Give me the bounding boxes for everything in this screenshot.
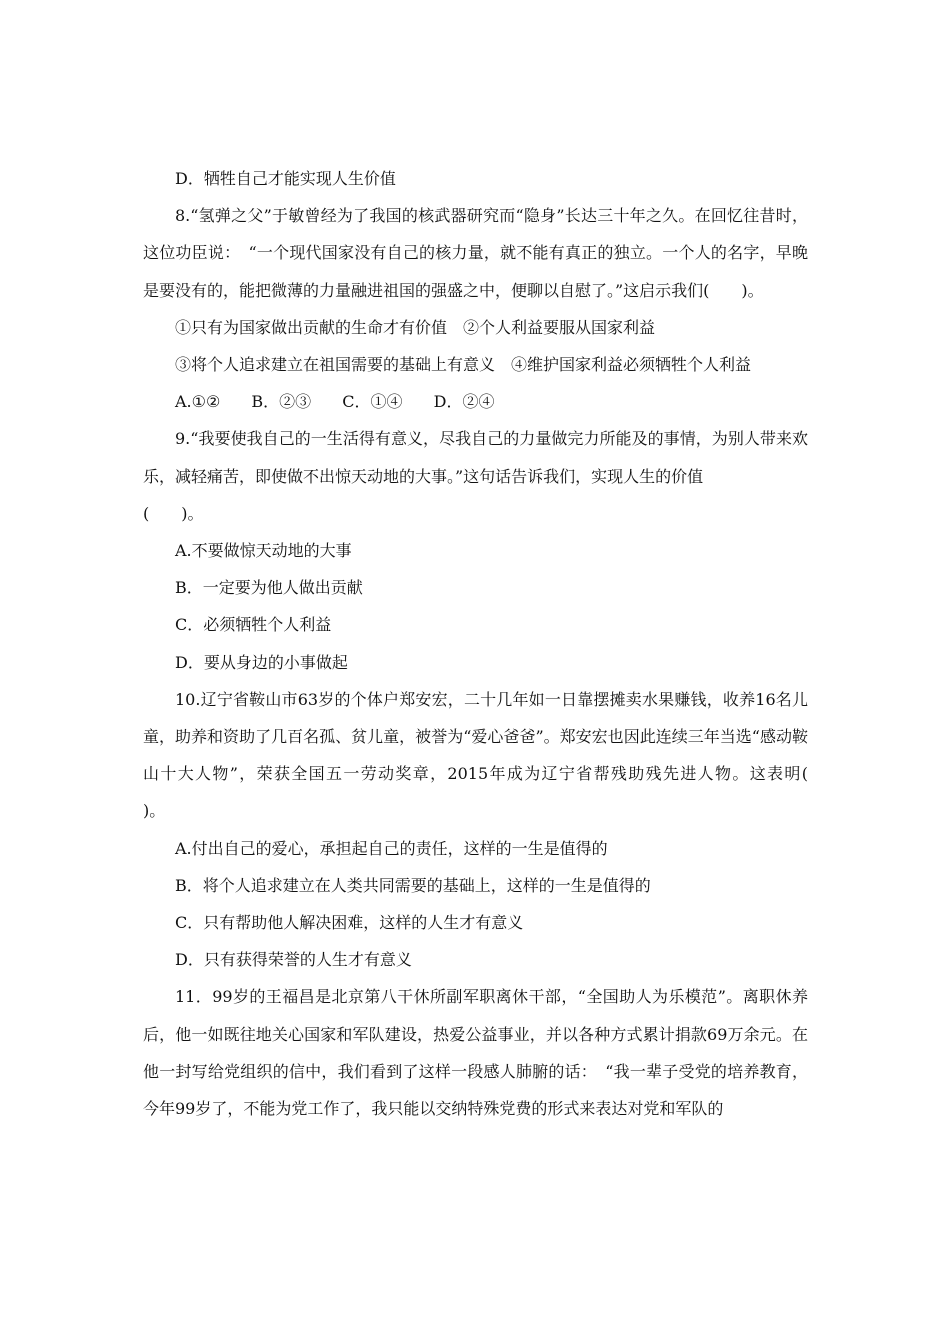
q10-option-b: B．将个人追求建立在人类共同需要的基础上，这样的一生是值得的 xyxy=(175,875,651,895)
q9-option-c: C．必须牺牲个人利益 xyxy=(175,615,332,635)
q8-statement-line-2: ③将个人追求建立在祖国需要的基础上有意义 ④维护国家利益必须牺牲个人利益 xyxy=(175,355,752,375)
q10-stem: 10.辽宁省鞍山市63岁的个体户郑安宏，二十几年如一日靠摆摊卖水果赚钱，收养16名儿童，助养和资助了几百名孤、贫儿童，被誉为“爱心爸爸”。郑安宏也因此连续三年当选“感动鞍山十大人物”，荣获全国五一劳动奖章，2015年成为辽宁省帮残助残先进人物。这表明( )。 xyxy=(143,689,841,821)
q9-stem: 9.“我要使我自己的一生活得有意义，尽我自己的力量做完力所能及的事情，为别人带来欢乐，减轻痛苦，即使做不出惊天动地的大事。”这句话告诉我们，实现人生的价值 xyxy=(143,429,808,486)
q10-option-a: A.付出自己的爱心，承担起自己的责任，这样的一生是值得的 xyxy=(175,838,608,858)
q9-answer-paren: ( )。 xyxy=(143,503,204,523)
q7-option-d: D．牺牲自己才能实现人生价值 xyxy=(175,169,396,188)
q9-option-d: D．要从身边的小事做起 xyxy=(175,652,348,672)
q8-choice-a: A.①② xyxy=(175,392,221,412)
page-content xyxy=(143,160,841,1127)
q8-choice-b: B．②③ xyxy=(251,392,312,412)
q8-choices xyxy=(143,383,808,420)
q10-option-d: D．只有获得荣誉的人生才有意义 xyxy=(175,950,412,970)
q9-option-a: A.不要做惊天动地的大事 xyxy=(175,541,352,561)
q8-statement-line-1: ①只有为国家做出贡献的生命才有价值 ②个人利益要服从国家利益 xyxy=(175,317,656,337)
q9-option-b: B．一定要为他人做出贡献 xyxy=(175,578,363,598)
q11-stem: 11．99岁的王福昌是北京第八干休所副军职离休干部，“全国助人为乐模范”。离职休养后，他一如既往地关心国家和军队建设，热爱公益事业，并以各种方式累计捐款69万余元。在他一封写给党组织的信中，我们看到了这样一段感人肺腑的话： “我一辈子受党的培养教育，今年99岁了，不能为党工作了，我只能以交纳特殊党费的形式来表达对党和军队的 xyxy=(143,987,808,1119)
q8-choice-c: C．①④ xyxy=(342,392,403,412)
q10-option-c: C．只有帮助他人解决困难，这样的人生才有意义 xyxy=(175,913,524,933)
q8-stem: 8.“氢弹之父”于敏曾经为了我国的核武器研究而“隐身”长达三十年之久。在回忆往昔时，这位功臣说： “一个现代国家没有自己的核力量，就不能有真正的独立。一个人的名字，早晚是要没有的，能把微薄的力量融进祖国的强盛之中，便聊以自慰了。”这启示我们( )。 xyxy=(143,206,808,300)
q8-choice-d: D．②④ xyxy=(433,392,495,412)
